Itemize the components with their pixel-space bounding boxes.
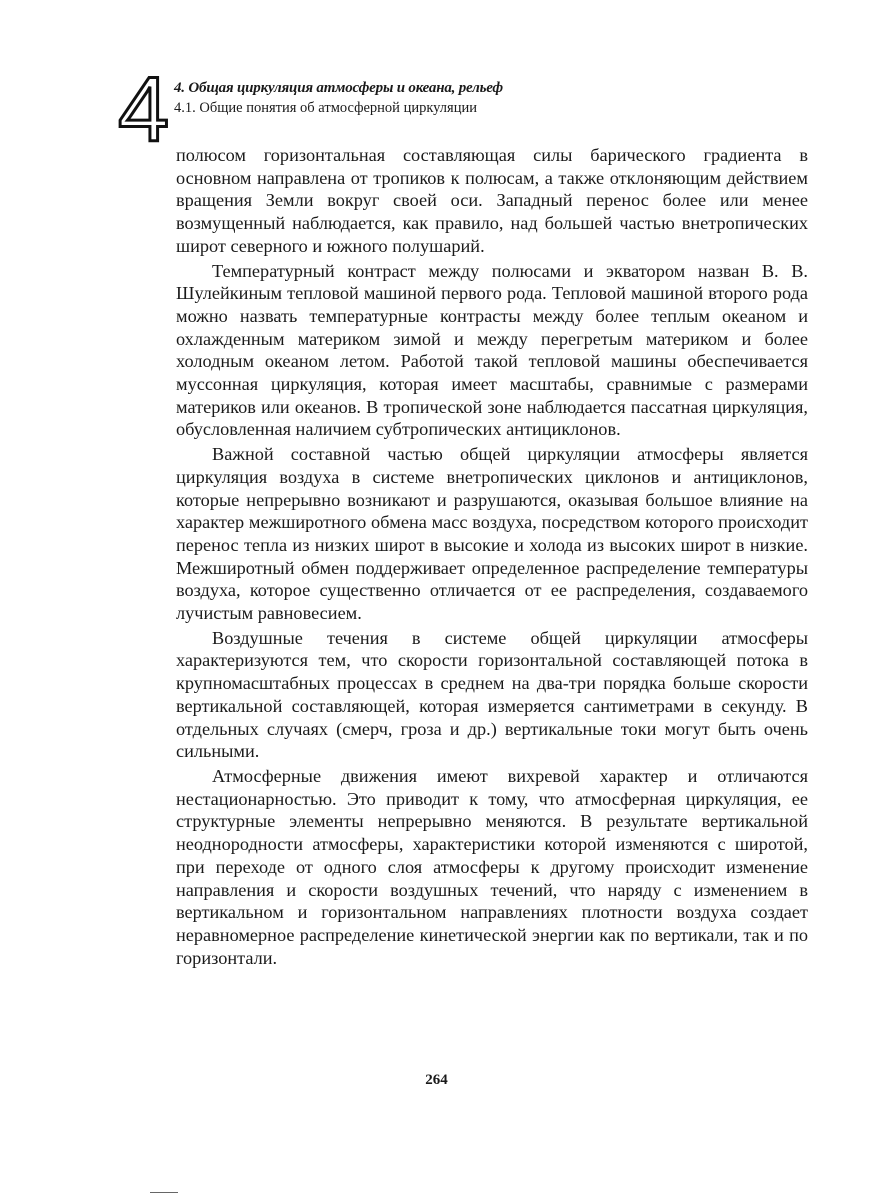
section-title: 4.1. Общие понятия об атмосферной циркуляции bbox=[174, 100, 477, 116]
running-head bbox=[174, 78, 503, 118]
scan-artifact-line bbox=[150, 1192, 178, 1193]
body-text bbox=[176, 144, 808, 971]
paragraph-1: полюсом горизонтальная составляющая силы барического градиента в основном направлена от тропиков к полюсам, а также отклоняющим действием вращения Земли вокруг своей оси. Западный перенос более или менее возмущенный наблюдается, как правило, над большей частью внетропических широт северного и южного полушарий. bbox=[176, 145, 808, 256]
chapter-number: 4 bbox=[118, 59, 170, 161]
chapter-title: 4. Общая циркуляция атмосферы и океана, рельеф bbox=[174, 80, 503, 96]
paragraph-5: Атмосферные движения имеют вихревой характер и отличаются нестационарностью. Это приводит к тому, что атмосферная циркуляция, ее структурные элементы непрерывно меняются. В результате вертикальной неоднородности атмосферы, характеристики которой изменяются с широтой, при переходе от одного слоя атмосферы к другому происходит изменение направления и скорости воздушных течений, что наряду с изменением в вертикальном и горизонтальном направлениях плотности воздуха создает неравномерное распределение кинетической энергии как по вертикали, так и по горизонтали. bbox=[176, 765, 808, 968]
paragraph-3: Важной составной частью общей циркуляции атмосферы является циркуляция воздуха в системе внетропических циклонов и антициклонов, которые непрерывно возникают и разрушаются, оказывая большое влияние на характер межширотного обмена масс воздуха, посредством которого происходит перенос тепла из низких широт в высокие и холода из высоких широт в низкие. Межширотный обмен поддерживает определенное распределение температуры воздуха, которое существенно отличается от ее распределения, создаваемого лучистым равновесием. bbox=[176, 444, 808, 624]
page-number: 264 bbox=[425, 1072, 448, 1088]
paragraph-2: Температурный контраст между полюсами и экватором назван В. В. Шулейкиным тепловой машиной первого рода. Тепловой машиной второго рода можно назвать температурные контрасты между более теплым океаном и охлажденным материком зимой и между перегретым материком и более холодным океаном летом. Работой такой тепловой машины обеспечивается муссонная циркуляция, которая имеет масштабы, сравнимые с размерами материков или океанов. В тропической зоне наблюдается пассатная циркуляция, обусловленная наличием субтропических антициклонов. bbox=[176, 260, 808, 440]
paragraph-4: Воздушные течения в системе общей циркуляции атмосферы характеризуются тем, что скорости горизонтальной составляющей потока в крупномасштабных процессах в среднем на два-три порядка больше скорости вертикальной составляющей, которая измеряется сантиметрами в секунду. В отдельных случаях (смерч, гроза и др.) вертикальные токи могут быть очень сильными. bbox=[176, 627, 808, 762]
